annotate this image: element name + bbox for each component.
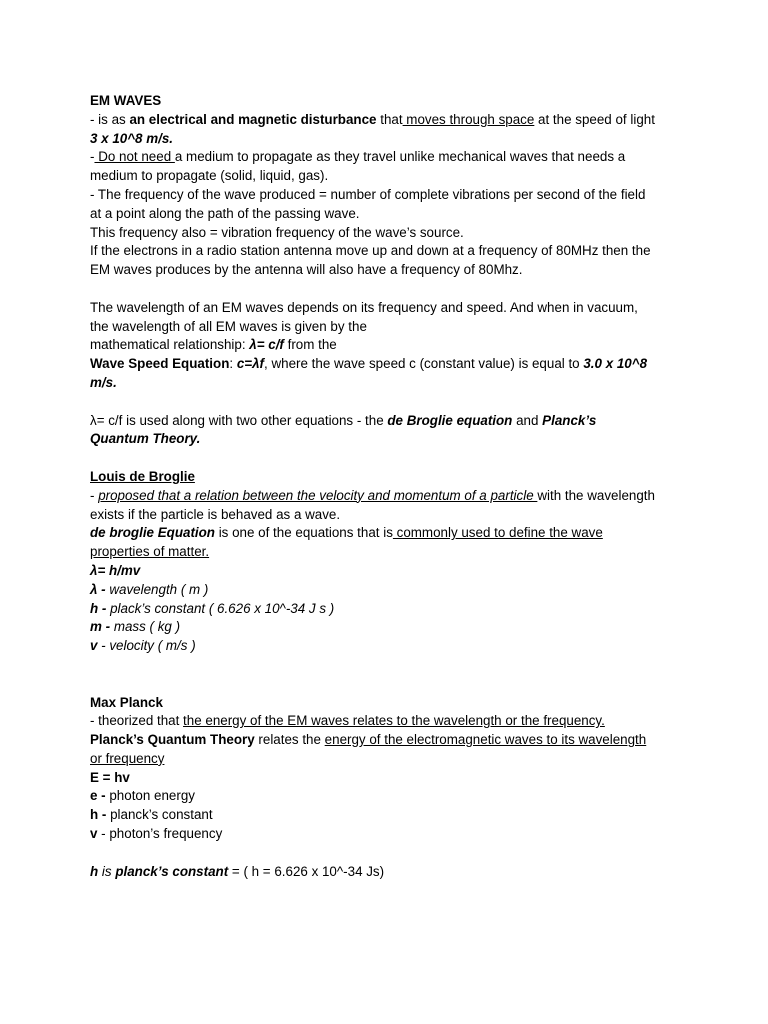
equation-name: de broglie Equation bbox=[90, 525, 215, 541]
constant-name: planck’s constant bbox=[115, 863, 229, 879]
underlined-text: or frequency bbox=[90, 750, 165, 766]
text: EM waves produces by the antenna will also have a frequency of 80Mhz. bbox=[90, 262, 523, 278]
broglie-line-4 bbox=[90, 543, 690, 562]
spacer bbox=[90, 656, 690, 694]
variable-desc: plack’s constant ( 6.626 x 10^-34 J s ) bbox=[106, 600, 335, 616]
wavelength-line-5 bbox=[90, 374, 690, 393]
equation-name: Planck’s bbox=[542, 412, 597, 428]
variable-desc: wavelength ( m ) bbox=[105, 581, 209, 597]
spacer bbox=[90, 280, 690, 299]
text: - theorized that bbox=[90, 713, 184, 729]
text: λ= c/f is used along with two other equations - the bbox=[90, 412, 388, 428]
equation-text: λ= h/mv bbox=[90, 562, 141, 578]
underlined-text: properties of matter. bbox=[90, 544, 210, 560]
wavelength-line-2 bbox=[90, 318, 690, 337]
em-line-8 bbox=[90, 242, 690, 261]
em-line-9 bbox=[90, 261, 690, 280]
planck-equation bbox=[90, 769, 690, 788]
text: is one of the equations that is bbox=[214, 525, 393, 541]
text: a medium to propagate as they travel unlike mechanical waves that needs a bbox=[174, 149, 626, 165]
underlined-text: commonly used to define the wave bbox=[392, 525, 603, 541]
text: If the electrons in a radio station antenna move up and down at a frequency of 80MHz then the bbox=[90, 243, 651, 259]
variable-symbol: h - bbox=[90, 807, 107, 823]
em-line-6 bbox=[90, 205, 690, 224]
text: at a point along the path of the passing wave. bbox=[90, 205, 360, 221]
variable-symbol: v bbox=[90, 638, 98, 654]
spacer bbox=[90, 449, 690, 468]
planck-heading-text: Max Planck bbox=[90, 694, 163, 710]
constant-value: 3.0 x 10^8 bbox=[583, 356, 648, 372]
underlined-text: the energy of the EM waves relates to the wavelength or the frequency. bbox=[183, 713, 605, 729]
em-line-1 bbox=[90, 111, 690, 130]
text: with the wavelength bbox=[537, 487, 655, 503]
text: - bbox=[90, 149, 95, 165]
text: This frequency also = vibration frequency of the wave’s source. bbox=[90, 224, 464, 240]
constant-symbol: h bbox=[90, 863, 99, 879]
text: mathematical relationship: bbox=[90, 337, 250, 353]
broglie-heading-text: Louis de Broglie bbox=[90, 468, 195, 484]
wavelength-line-7 bbox=[90, 430, 690, 449]
bold-text: an electrical and magnetic disturbance bbox=[129, 111, 377, 127]
em-line-4 bbox=[90, 167, 690, 186]
variable-desc: - photon’s frequency bbox=[97, 826, 223, 842]
planck-var-3 bbox=[90, 825, 690, 844]
constant-unit: m/s. bbox=[90, 374, 117, 390]
speed-of-light-value: 3 x 10^8 m/s. bbox=[90, 130, 174, 146]
variable-symbol: m - bbox=[90, 619, 111, 635]
em-waves-heading bbox=[90, 92, 690, 111]
planck-var-1 bbox=[90, 787, 690, 806]
planck-constant-line bbox=[90, 863, 690, 882]
spacer bbox=[90, 393, 690, 412]
broglie-heading bbox=[90, 468, 690, 487]
text: medium to propagate (solid, liquid, gas). bbox=[90, 168, 329, 184]
variable-desc: planck’s constant bbox=[106, 807, 213, 823]
variable-symbol: v bbox=[90, 826, 98, 842]
equation-text: λ= c/f bbox=[249, 337, 284, 353]
wavelength-line-3 bbox=[90, 336, 690, 355]
variable-desc: mass ( kg ) bbox=[110, 619, 181, 635]
text: - is as bbox=[90, 111, 130, 127]
wavelength-line-6 bbox=[90, 412, 690, 431]
bold-text: Planck’s Quantum Theory bbox=[90, 732, 255, 748]
text: is bbox=[98, 863, 116, 879]
planck-line-1 bbox=[90, 712, 690, 731]
planck-line-3 bbox=[90, 750, 690, 769]
em-line-3 bbox=[90, 148, 690, 167]
equation-name: de Broglie equation bbox=[387, 412, 513, 428]
wavelength-line-4 bbox=[90, 355, 690, 374]
variable-symbol: λ - bbox=[90, 581, 106, 597]
text: - The frequency of the wave produced = number of complete vibrations per second of the field bbox=[90, 186, 646, 202]
variable-symbol: h - bbox=[90, 600, 107, 616]
bold-text: Wave Speed Equation bbox=[90, 356, 230, 372]
underlined-text: moves through space bbox=[402, 111, 535, 127]
em-line-2 bbox=[90, 130, 690, 149]
broglie-line-2 bbox=[90, 506, 690, 525]
planck-var-2 bbox=[90, 806, 690, 825]
wavelength-line-1 bbox=[90, 299, 690, 318]
variable-desc: - velocity ( m/s ) bbox=[97, 638, 196, 654]
broglie-var-4 bbox=[90, 637, 690, 656]
underlined-text: energy of the electromagnetic waves to its wavelength bbox=[324, 732, 647, 748]
text: the wavelength of all EM waves is given by the bbox=[90, 318, 367, 334]
variable-desc: photon energy bbox=[105, 788, 195, 804]
planck-line-2 bbox=[90, 731, 690, 750]
broglie-var-2 bbox=[90, 600, 690, 619]
equation-name: Quantum Theory. bbox=[90, 431, 201, 447]
broglie-var-3 bbox=[90, 618, 690, 637]
broglie-equation bbox=[90, 562, 690, 581]
text: at the speed of light bbox=[534, 111, 655, 127]
document-body bbox=[90, 92, 690, 881]
spacer bbox=[90, 844, 690, 863]
text: from the bbox=[283, 337, 337, 353]
planck-heading bbox=[90, 694, 690, 713]
text: and bbox=[512, 412, 543, 428]
underlined-italic-text: proposed that a relation between the velocity and momentum of a particle bbox=[98, 487, 538, 503]
em-line-7 bbox=[90, 224, 690, 243]
text: - bbox=[90, 487, 99, 503]
broglie-line-1 bbox=[90, 487, 690, 506]
text: : bbox=[229, 356, 237, 372]
text: exists if the particle is behaved as a wave. bbox=[90, 506, 341, 522]
constant-value: = ( h = 6.626 x 10^-34 Js) bbox=[228, 863, 385, 879]
text: relates the bbox=[254, 732, 325, 748]
underlined-text: Do not need bbox=[94, 149, 175, 165]
em-heading-text: EM WAVES bbox=[90, 93, 162, 108]
broglie-var-1 bbox=[90, 581, 690, 600]
equation-text: c=λf bbox=[236, 356, 265, 372]
text: that bbox=[376, 111, 403, 127]
broglie-line-3 bbox=[90, 524, 690, 543]
equation-text: E = hv bbox=[90, 769, 130, 785]
em-line-5 bbox=[90, 186, 690, 205]
text: , where the wave speed c (constant value) is equal to bbox=[264, 356, 584, 372]
variable-symbol: e - bbox=[90, 788, 106, 804]
text: The wavelength of an EM waves depends on its frequency and speed. And when in vacuum, bbox=[90, 299, 638, 315]
